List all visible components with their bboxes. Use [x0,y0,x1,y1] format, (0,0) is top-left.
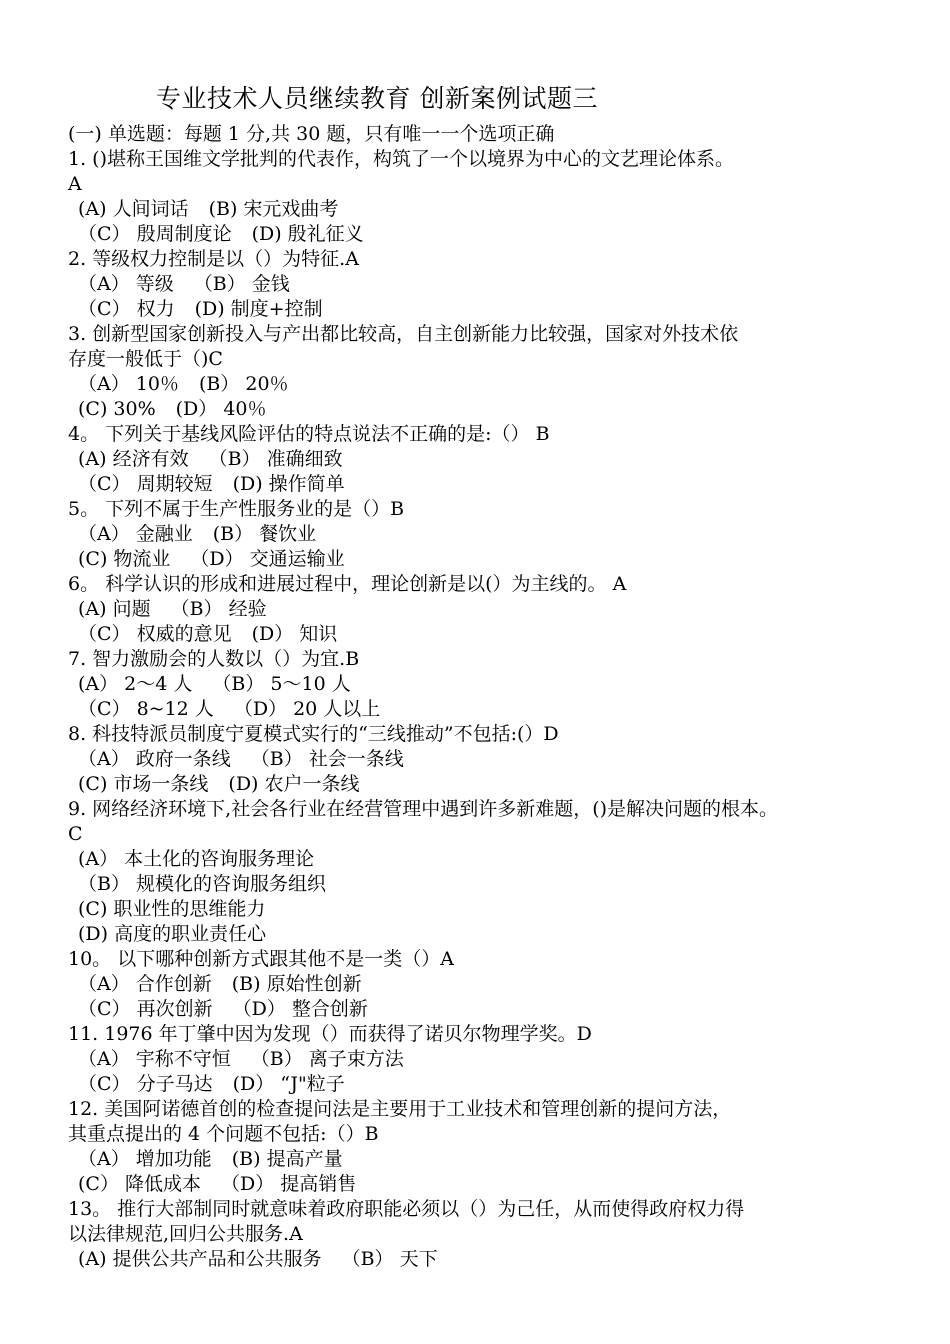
option-text: （D） 提高销售 [221,1173,357,1195]
option-text: （A） 宇称不守恒 [78,1048,231,1070]
option-text: (D) 制度+控制 [194,298,323,320]
option-text: (A） 本土化的咨询服务理论 [78,848,315,870]
option-row [68,772,898,797]
option-row [68,1247,898,1272]
option-row [68,597,898,622]
option-text: (D) 高度的职业责任心 [78,923,267,945]
option-row [68,372,898,397]
option-text: （A） 10％ [78,373,179,395]
question-text: 3. 创新型国家创新投入与产出都比较高，自主创新能力比较强，国家对外技术依 [68,323,739,345]
option-text: (A） 2～4 人 [78,673,193,695]
question-text-continued: C [68,823,83,845]
option-text: (B) 宋元戏曲考 [208,198,339,220]
option-text: (A) 经济有效 [78,448,189,470]
option-text: (A) 提供公共产品和公共服务 [78,1248,322,1270]
question-list [68,122,898,1272]
option-text: （C） 8~12 人 [78,698,214,720]
option-text: （C） 殷周制度论 [78,223,232,245]
question-text: 10。 以下哪种创新方式跟其他不是一类（）A [68,948,454,970]
option-text: (B） 20％ [198,373,289,395]
option-text: （C） 权力 [78,298,175,320]
question-text: 2. 等级权力控制是以（）为特征.A [68,248,359,270]
option-text: (B） 餐饮业 [212,523,317,545]
option-text: （A） 金融业 [78,523,193,545]
question-text: 8. 科技特派员制度宁夏模式实行的“三线推动”不包括:(）D [68,723,559,745]
option-row [68,972,898,997]
option-text: （C） 再次创新 [78,998,213,1020]
option-text: (A) 问题 [78,598,151,620]
option-text: （A） 政府一条线 [78,748,231,770]
option-row [68,1172,898,1197]
option-text: (C) 职业性的思维能力 [78,898,266,920]
option-row [68,397,898,422]
option-text: (D) 操作简单 [232,473,345,495]
option-text: (D） 40％ [175,398,267,420]
option-row [68,1047,898,1072]
page-title: 专业技术人员继续教育 创新案例试题三 [156,84,598,113]
option-text: （D） 交通运输业 [190,548,345,570]
question-text-continued: A [68,173,82,195]
option-text: （B） 准确细致 [208,448,343,470]
option-text: (C) 市场一条线 [78,773,209,795]
question-text: 5。 下列不属于生产性服务业的是（）B [68,498,405,520]
question-text: 1. ()堪称王国维文学批判的代表作，构筑了一个以境界为中心的文艺理论体系。 [68,148,734,170]
question-text: 6。 科学认识的形成和进展过程中，理论创新是以(）为主线的。 A [68,573,627,595]
option-row [68,622,898,647]
option-text: (C) 30% [78,398,156,420]
question-text-continued: 其重点提出的 4 个问题不包括:（）B [68,1123,379,1145]
option-text: （B） 经验 [170,598,267,620]
option-text: （B） 社会一条线 [250,748,404,770]
option-text: （B） 金钱 [193,273,290,295]
option-text: (D) 殷礼征义 [251,223,364,245]
option-text: (D） 知识 [251,623,338,645]
option-row [68,222,898,247]
question-text: 13。 推行大部制同时就意味着政府职能必须以（）为己任，从而使得政府权力得 [68,1198,745,1220]
option-text: （B） 规模化的咨询服务组织 [78,873,327,895]
option-row [68,922,898,947]
option-text: (B) 提高产量 [231,1148,343,1170]
option-text: （B） 5～10 人 [212,673,351,695]
option-row [68,897,898,922]
option-row [68,1147,898,1172]
question-text: 9. 网络经济环境下,社会各行业在经营管理中遇到许多新难题，()是解决问题的根本。 [68,798,779,820]
option-row [68,447,898,472]
option-text: （B） 离子束方法 [250,1048,404,1070]
option-text: （D） 20 人以上 [233,698,381,720]
option-text: （A） 合作创新 [78,973,212,995]
option-text: （C） 权威的意见 [78,623,232,645]
option-row [68,297,898,322]
option-row [68,472,898,497]
question-text: 11. 1976 年丁肇中因为发现（）而获得了诺贝尔物理学奖。D [68,1023,592,1045]
option-text: (A) 人间词话 [78,198,189,220]
option-row [68,272,898,297]
option-text: (C） 降低成本 [78,1173,201,1195]
option-text: （C） 周期较短 [78,473,213,495]
option-row [68,547,898,572]
section-heading: (一) 单选题：每题 1 分,共 30 题，只有唯一一个选项正确 [68,123,555,145]
question-text: 7. 智力激励会的人数以（）为宜.B [68,648,360,670]
option-text: （D） 整合创新 [232,998,368,1020]
option-row [68,697,898,722]
option-text: （A） 增加功能 [78,1148,212,1170]
option-row [68,747,898,772]
option-text: （A） 等级 [78,273,174,295]
option-text: (D) 农户一条线 [228,773,360,795]
option-row [68,522,898,547]
option-row [68,197,898,222]
question-text: 12. 美国阿诺德首创的检查提问法是主要用于工业技术和管理创新的提问方法， [68,1098,732,1120]
option-text: (B) 原始性创新 [231,973,362,995]
option-row [68,672,898,697]
option-row [68,872,898,897]
option-text: （B） 天下 [341,1248,438,1270]
option-row [68,997,898,1022]
question-text-continued: 以法律规范,回归公共服务.A [68,1223,303,1245]
option-text: (D） “J"粒子 [232,1073,345,1095]
option-text: (C) 物流业 [78,548,171,570]
question-text-continued: 存度一般低于（)C [68,348,223,370]
option-row [68,847,898,872]
option-row [68,1072,898,1097]
question-text: 4。 下列关于基线风险评估的特点说法不正确的是:（） B [68,423,550,445]
option-text: （C） 分子马达 [78,1073,213,1095]
